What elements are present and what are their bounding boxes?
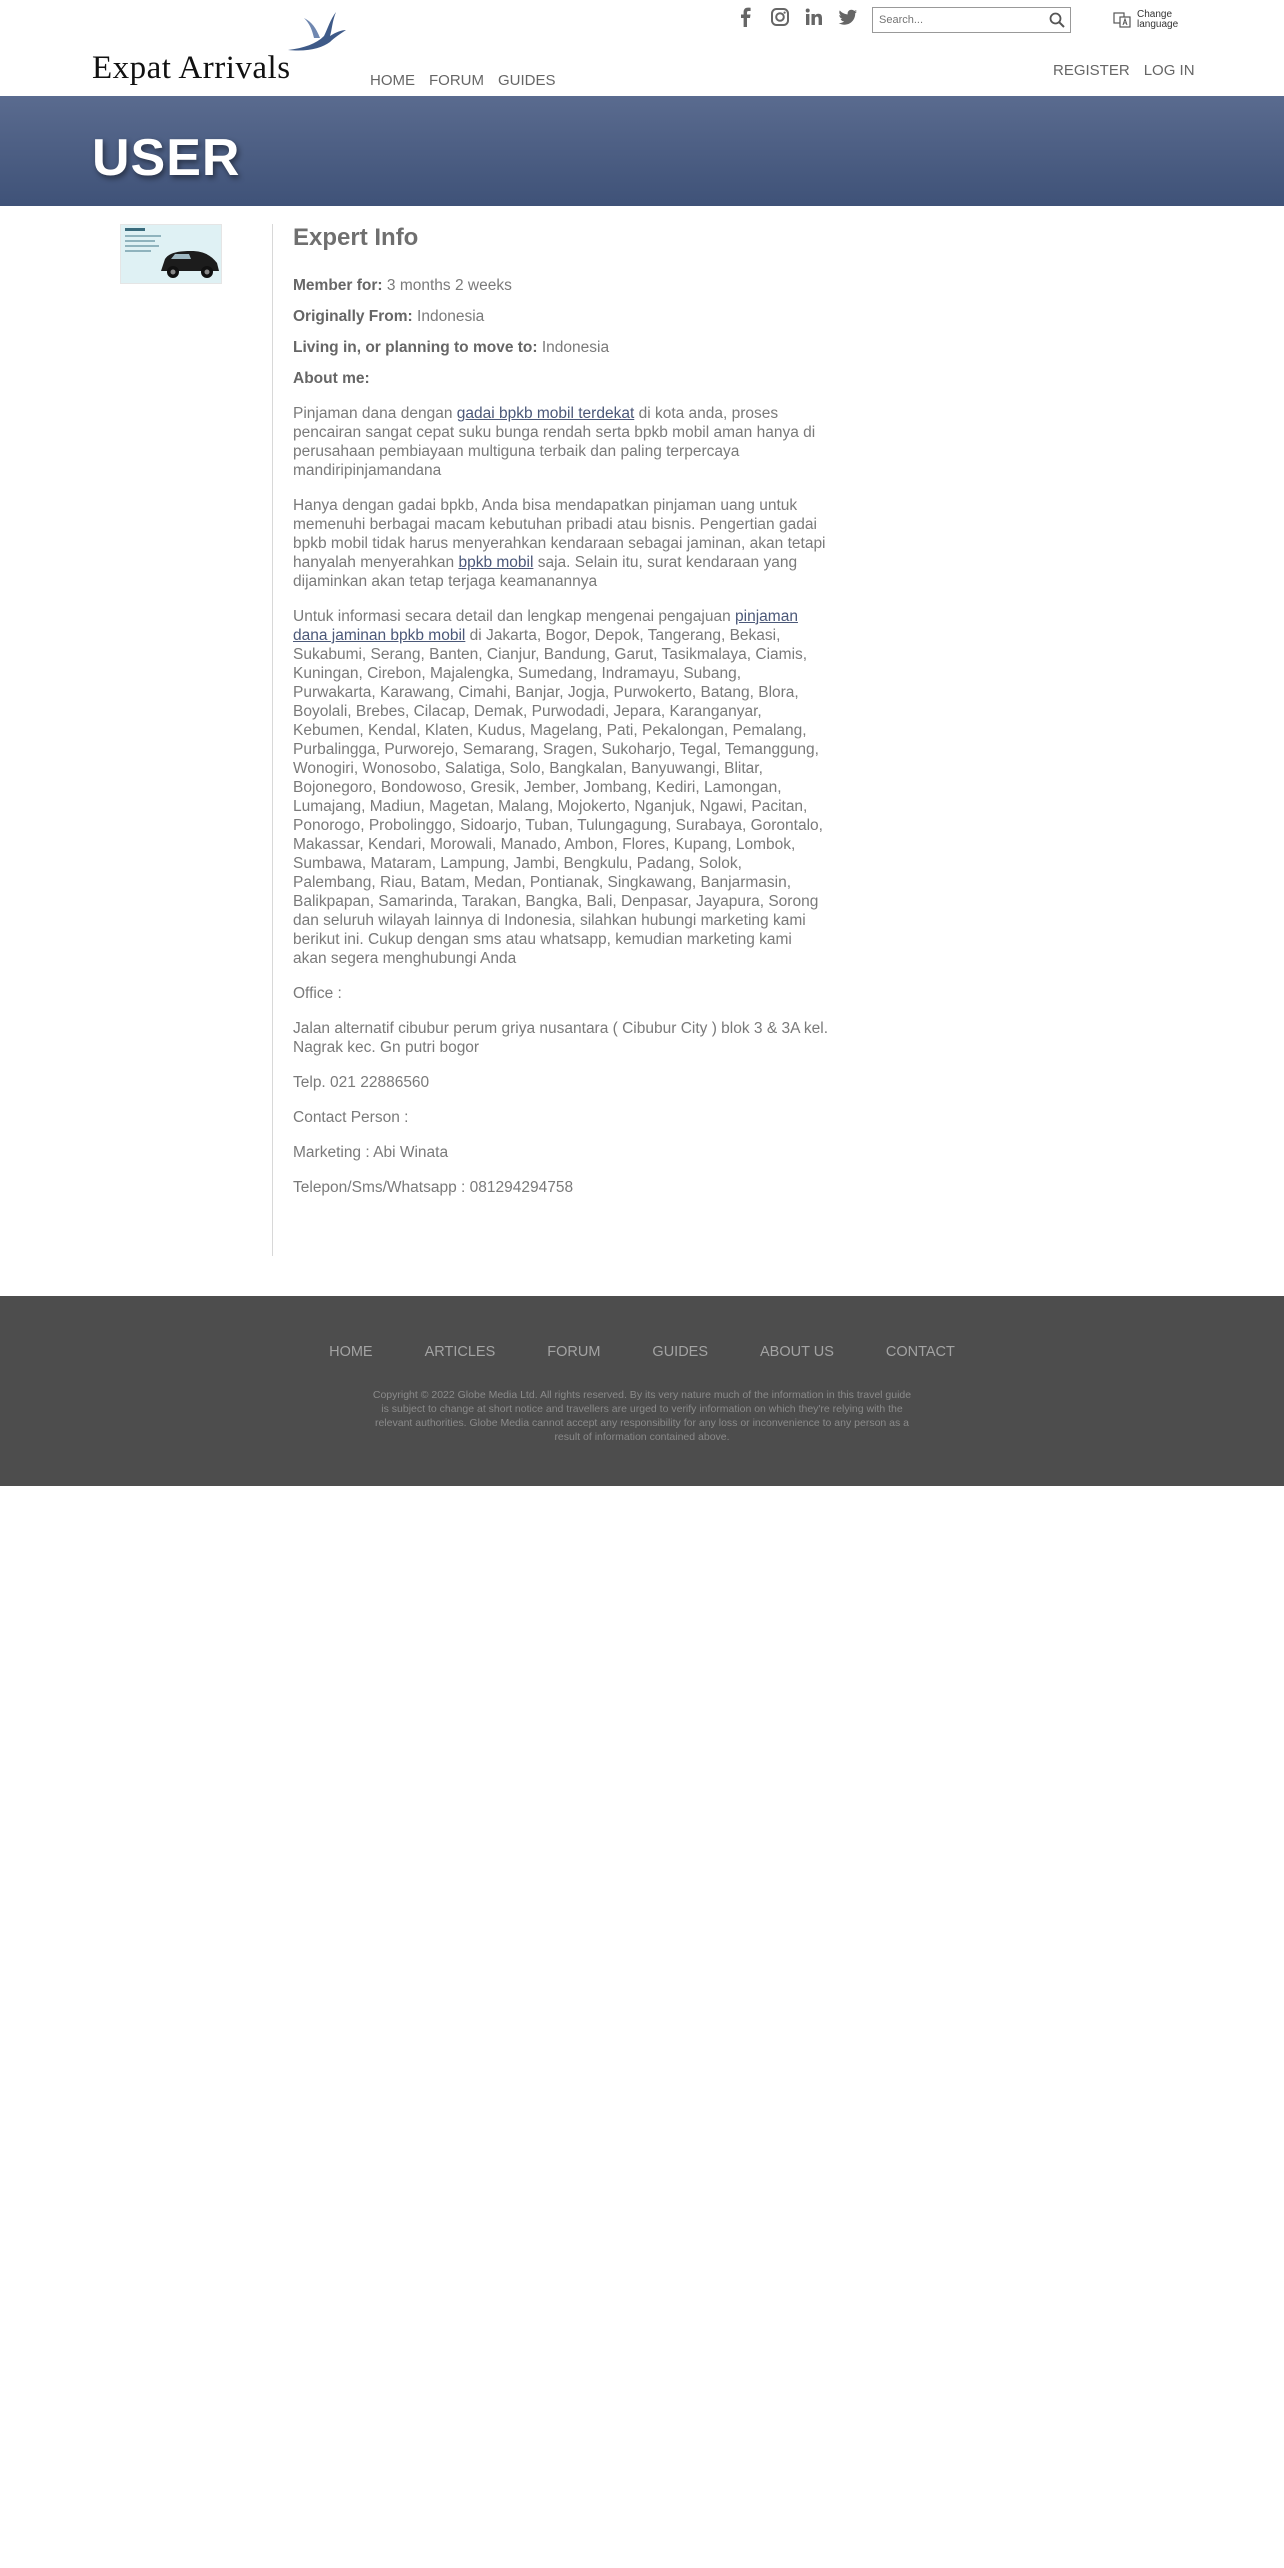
footer-articles-link[interactable]: ARTICLES [424,1344,496,1360]
footer-contact-link[interactable]: CONTACT [885,1344,955,1360]
office-address: Jalan alternatif cibubur perum griya nusantara ( Cibubur City ) blok 3 & 3A kel. Nagrak kec. Gn putri bogor [293,1020,829,1056]
office-label: Office : [293,985,342,1002]
search-input[interactable] [873,8,1041,32]
car-ad-image [121,225,222,284]
facebook-icon[interactable] [736,6,756,28]
logo-text: Expat Arrivals [92,50,291,86]
nav-forum-link[interactable]: FORUM [429,72,484,89]
bpkb-mobil-link[interactable]: bpkb mobil [458,554,534,571]
about-row [293,369,828,388]
paragraph-text: Pinjaman dana dengan [293,405,457,422]
page-banner [0,96,1284,206]
about-paragraph [293,404,828,480]
paragraph-text: di Jakarta, Bogor, Depok, Tangerang, Bekasi, Sukabumi, Serang, Banten, Cianjur, Bandung, Garut, Tasikmalaya, Ciamis, Kuningan, Cirebon, Majalengka, Sumedang, Indramayu, Subang, Purwakarta, Karawang, Cimahi, Banjar, Jogja, Purwokerto, Batang, Blora, Boyolali, Brebes, Cilacap, Demak, Purwodadi, Jepara, Karanganyar, Kebumen, Kendal, Klaten, Kudus, Magelang, Pati, Pekalongan, Pemalang, Purbalingga, Purworejo, Semarang, Sragen, Sukoharjo, Tegal, Temanggung, Wonogiri, Wonosobo, Salatiga, Solo, Bangkalan, Banyuwangi, Blitar, Bojonegoro, Bondowoso, Gresik, Jember, Jombang, Kediri, Lamongan, Lumajang, Madiun, Magetan, Malang, Mojokerto, Nganjuk, Ngawi, Pacitan, Ponorogo, Probolinggo, Sidoarjo, Tuban, Tulungagung, Surabaya, Gorontalo, Makassar, Kendari, Morowali, Manado, Ambon, Flores, Kupang, Lombok, Sumbawa, Mataram, Lampung, Jambi, Bengkulu, Padang, Solok, Palembang, Riau, Batam, Medan, Pontianak, Singkawang, Banjarmasin, Balikpapan, Samarinda, Tarakan, Bangka, Bali, Denpasar, Jayapura, Sorong dan seluruh wilayah lainnya di Indonesia, silahkan hubungi marketing kami berikut ini. Cukup dengan sms atau whatsapp, kemudian marketing kami akan segera menghubungi Anda [293,627,823,967]
about-text [293,404,828,1197]
main-nav [370,72,556,89]
pinjaman-dana-link[interactable]: pinjaman dana jaminan bpkb mobil [293,608,798,644]
search-icon[interactable] [1048,11,1066,29]
living-row [293,338,828,357]
about-paragraph [293,496,828,591]
member-for-value: 3 months 2 weeks [386,277,512,294]
auth-nav [1053,62,1195,79]
footer-forum-link[interactable]: FORUM [547,1344,601,1360]
member-for-row [293,276,828,295]
site-header [0,0,1284,96]
social-links [736,6,858,28]
twitter-icon[interactable] [838,6,858,28]
nav-home-link[interactable]: HOME [370,72,415,89]
copyright-text: Copyright © 2022 Globe Media Ltd. All rights reserved. By its very nature much of the information in this travel guide is subject to change at short notice and travellers are urged to verify information on which they're relying with the relevant authorities. Globe Media cannot accept any responsibility for any loss or inconvenience to any person as a result of information contained above. [372,1389,912,1443]
bird-logo-icon [286,8,348,58]
site-logo[interactable] [92,6,352,88]
contact-phone: Telepon/Sms/Whatsapp : 081294294758 [293,1179,574,1196]
paragraph-text: di kota anda, proses pencairan sangat cepat suku bunga rendah serta bpkb mobil aman hanya di perusahaan pembiayaan multiguna terbaik dan paling terpercaya mandiripinjamandana [293,405,816,479]
nav-guides-link[interactable]: GUIDES [498,72,556,89]
register-link[interactable]: REGISTER [1053,62,1130,79]
paragraph-text: Untuk informasi secara detail dan lengkap mengenai pengajuan [293,608,736,625]
user-avatar [120,224,222,284]
site-footer [0,1296,1284,1486]
paragraph-text: saja. Selain itu, surat kendaraan yang dijaminkan akan tetap terjaga keamanannya [293,554,798,590]
instagram-icon[interactable] [770,6,790,28]
page-title: USER [92,129,241,187]
member-for-label: Member for: [293,277,383,294]
footer-guides-link[interactable]: GUIDES [652,1344,709,1360]
contact-person-label: Contact Person : [293,1109,409,1126]
paragraph-text: Hanya dengan gadai bpkb, Anda bisa mendapatkan pinjaman uang untuk memenuhi berbagai macam kebutuhan pribadi atau bisnis. Pengertian gadai bpkb mobil tidak harus menyerahkan kendaraan sebagai jaminan, akan tetapi hanyalah menyerahkan [293,497,826,571]
office-telp: Telp. 021 22886560 [293,1074,430,1091]
search-box [872,7,1071,33]
change-language-label: Change language [1137,9,1179,30]
linkedin-icon[interactable] [804,6,824,28]
profile-content [293,224,828,1213]
footer-nav [0,1344,1284,1360]
origin-row [293,307,828,326]
expert-info-heading: Expert Info [293,224,419,251]
login-link[interactable]: LOG IN [1143,62,1195,79]
origin-label: Originally From: [293,308,413,325]
gadai-bpkb-link[interactable]: gadai bpkb mobil terdekat [456,405,635,422]
translate-icon [1113,11,1131,29]
about-paragraph [293,607,828,968]
origin-value: Indonesia [417,308,485,325]
living-label: Living in, or planning to move to: [293,339,538,356]
footer-home-link[interactable]: HOME [329,1344,373,1360]
footer-about-link[interactable]: ABOUT US [760,1344,834,1360]
marketing-name: Marketing : Abi Winata [293,1144,449,1161]
living-value: Indonesia [541,339,610,356]
about-label: About me: [293,370,370,387]
column-divider [272,224,273,1256]
change-language[interactable] [1113,10,1187,30]
